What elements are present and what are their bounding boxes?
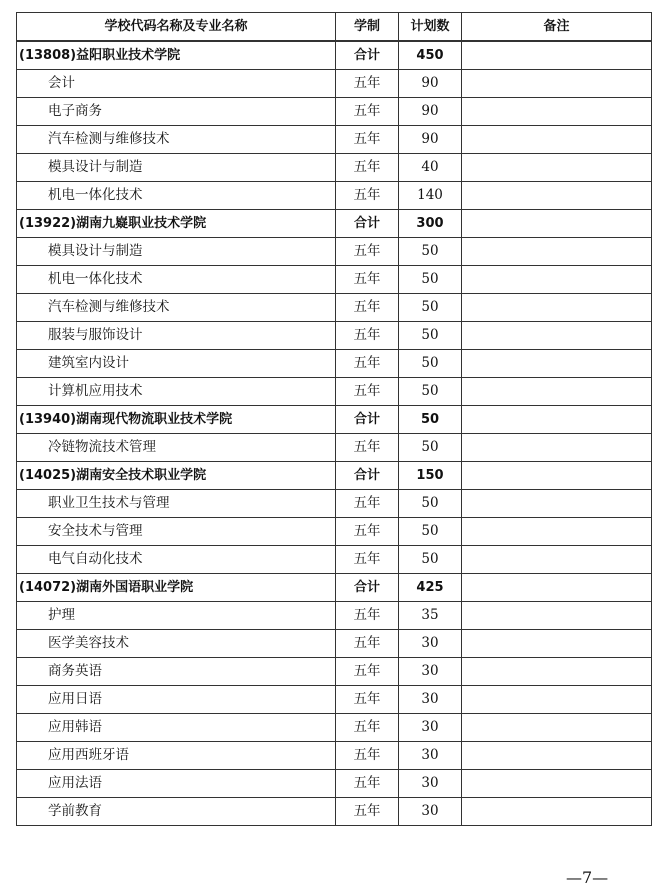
cell-years: 五年	[336, 154, 399, 182]
cell-count: 30	[399, 742, 462, 770]
school-row	[17, 574, 652, 602]
cell-years: 合计	[336, 41, 399, 70]
page-number: —7—	[566, 868, 609, 887]
cell-years: 五年	[336, 546, 399, 574]
major-row	[17, 798, 652, 826]
cell-name: (13922)湖南九嶷职业技术学院	[17, 210, 336, 238]
major-row	[17, 742, 652, 770]
major-row	[17, 434, 652, 462]
cell-count: 140	[399, 182, 462, 210]
school-row	[17, 406, 652, 434]
cell-count: 50	[399, 294, 462, 322]
cell-name: 建筑室内设计	[17, 350, 336, 378]
cell-years: 合计	[336, 406, 399, 434]
cell-count: 50	[399, 434, 462, 462]
major-row	[17, 546, 652, 574]
cell-remarks	[462, 154, 652, 182]
cell-count: 30	[399, 770, 462, 798]
cell-count: 90	[399, 126, 462, 154]
cell-years: 五年	[336, 630, 399, 658]
cell-remarks	[462, 798, 652, 826]
cell-years: 五年	[336, 126, 399, 154]
cell-name: (13940)湖南现代物流职业技术学院	[17, 406, 336, 434]
cell-count: 30	[399, 798, 462, 826]
cell-remarks	[462, 378, 652, 406]
cell-count: 300	[399, 210, 462, 238]
cell-name: 电子商务	[17, 98, 336, 126]
major-row	[17, 630, 652, 658]
major-row	[17, 154, 652, 182]
cell-name: 汽车检测与维修技术	[17, 126, 336, 154]
major-row	[17, 182, 652, 210]
cell-count: 50	[399, 406, 462, 434]
cell-remarks	[462, 546, 652, 574]
major-row	[17, 238, 652, 266]
cell-years: 合计	[336, 462, 399, 490]
cell-years: 五年	[336, 378, 399, 406]
cell-count: 90	[399, 70, 462, 98]
cell-years: 五年	[336, 518, 399, 546]
cell-count: 150	[399, 462, 462, 490]
cell-remarks	[462, 98, 652, 126]
cell-years: 五年	[336, 98, 399, 126]
cell-years: 合计	[336, 574, 399, 602]
cell-name: 应用韩语	[17, 714, 336, 742]
cell-remarks	[462, 406, 652, 434]
cell-count: 30	[399, 714, 462, 742]
cell-years: 五年	[336, 350, 399, 378]
cell-remarks	[462, 770, 652, 798]
cell-remarks	[462, 266, 652, 294]
school-row	[17, 462, 652, 490]
cell-years: 合计	[336, 210, 399, 238]
major-row	[17, 350, 652, 378]
cell-remarks	[462, 126, 652, 154]
cell-count: 50	[399, 266, 462, 294]
cell-remarks	[462, 350, 652, 378]
cell-remarks	[462, 210, 652, 238]
major-row	[17, 266, 652, 294]
cell-name: 计算机应用技术	[17, 378, 336, 406]
cell-years: 五年	[336, 322, 399, 350]
enrollment-plan-table	[16, 12, 652, 826]
major-row	[17, 518, 652, 546]
cell-remarks	[462, 462, 652, 490]
major-row	[17, 322, 652, 350]
cell-years: 五年	[336, 714, 399, 742]
cell-years: 五年	[336, 266, 399, 294]
cell-name: 汽车检测与维修技术	[17, 294, 336, 322]
cell-remarks	[462, 434, 652, 462]
cell-name: 安全技术与管理	[17, 518, 336, 546]
cell-name: (13808)益阳职业技术学院	[17, 41, 336, 70]
cell-count: 50	[399, 238, 462, 266]
major-row	[17, 70, 652, 98]
cell-remarks	[462, 322, 652, 350]
cell-remarks	[462, 182, 652, 210]
cell-remarks	[462, 658, 652, 686]
header-remarks: 备注	[462, 13, 652, 42]
major-row	[17, 126, 652, 154]
school-row	[17, 210, 652, 238]
cell-remarks	[462, 574, 652, 602]
cell-name: 冷链物流技术管理	[17, 434, 336, 462]
cell-name: 职业卫生技术与管理	[17, 490, 336, 518]
cell-count: 30	[399, 658, 462, 686]
cell-years: 五年	[336, 490, 399, 518]
major-row	[17, 294, 652, 322]
cell-name: (14025)湖南安全技术职业学院	[17, 462, 336, 490]
cell-remarks	[462, 238, 652, 266]
major-row	[17, 658, 652, 686]
cell-name: 应用法语	[17, 770, 336, 798]
cell-count: 425	[399, 574, 462, 602]
cell-name: 应用日语	[17, 686, 336, 714]
cell-count: 50	[399, 546, 462, 574]
cell-name: 模具设计与制造	[17, 154, 336, 182]
table-header-row	[17, 13, 652, 42]
cell-remarks	[462, 714, 652, 742]
cell-remarks	[462, 70, 652, 98]
major-row	[17, 602, 652, 630]
cell-remarks	[462, 490, 652, 518]
header-count: 计划数	[399, 13, 462, 42]
cell-years: 五年	[336, 686, 399, 714]
major-row	[17, 98, 652, 126]
cell-years: 五年	[336, 770, 399, 798]
cell-name: 模具设计与制造	[17, 238, 336, 266]
cell-name: (14072)湖南外国语职业学院	[17, 574, 336, 602]
cell-count: 50	[399, 378, 462, 406]
header-name: 学校代码名称及专业名称	[17, 13, 336, 42]
cell-count: 450	[399, 41, 462, 70]
cell-remarks	[462, 294, 652, 322]
cell-remarks	[462, 518, 652, 546]
cell-count: 30	[399, 686, 462, 714]
major-row	[17, 378, 652, 406]
major-row	[17, 686, 652, 714]
cell-count: 50	[399, 350, 462, 378]
cell-remarks	[462, 602, 652, 630]
school-row	[17, 41, 652, 70]
cell-name: 服装与服饰设计	[17, 322, 336, 350]
cell-remarks	[462, 41, 652, 70]
cell-years: 五年	[336, 294, 399, 322]
cell-name: 机电一体化技术	[17, 266, 336, 294]
cell-name: 商务英语	[17, 658, 336, 686]
cell-years: 五年	[336, 434, 399, 462]
cell-years: 五年	[336, 742, 399, 770]
cell-name: 医学美容技术	[17, 630, 336, 658]
major-row	[17, 770, 652, 798]
header-years: 学制	[336, 13, 399, 42]
major-row	[17, 490, 652, 518]
cell-years: 五年	[336, 798, 399, 826]
cell-remarks	[462, 630, 652, 658]
cell-years: 五年	[336, 238, 399, 266]
cell-years: 五年	[336, 70, 399, 98]
cell-name: 学前教育	[17, 798, 336, 826]
cell-remarks	[462, 686, 652, 714]
cell-name: 护理	[17, 602, 336, 630]
cell-count: 40	[399, 154, 462, 182]
cell-count: 50	[399, 322, 462, 350]
major-row	[17, 714, 652, 742]
cell-count: 50	[399, 518, 462, 546]
cell-name: 会计	[17, 70, 336, 98]
cell-count: 30	[399, 630, 462, 658]
cell-name: 机电一体化技术	[17, 182, 336, 210]
cell-name: 应用西班牙语	[17, 742, 336, 770]
cell-count: 50	[399, 490, 462, 518]
cell-name: 电气自动化技术	[17, 546, 336, 574]
cell-count: 90	[399, 98, 462, 126]
cell-years: 五年	[336, 658, 399, 686]
table-body	[17, 41, 652, 826]
cell-remarks	[462, 742, 652, 770]
cell-years: 五年	[336, 182, 399, 210]
cell-years: 五年	[336, 602, 399, 630]
cell-count: 35	[399, 602, 462, 630]
